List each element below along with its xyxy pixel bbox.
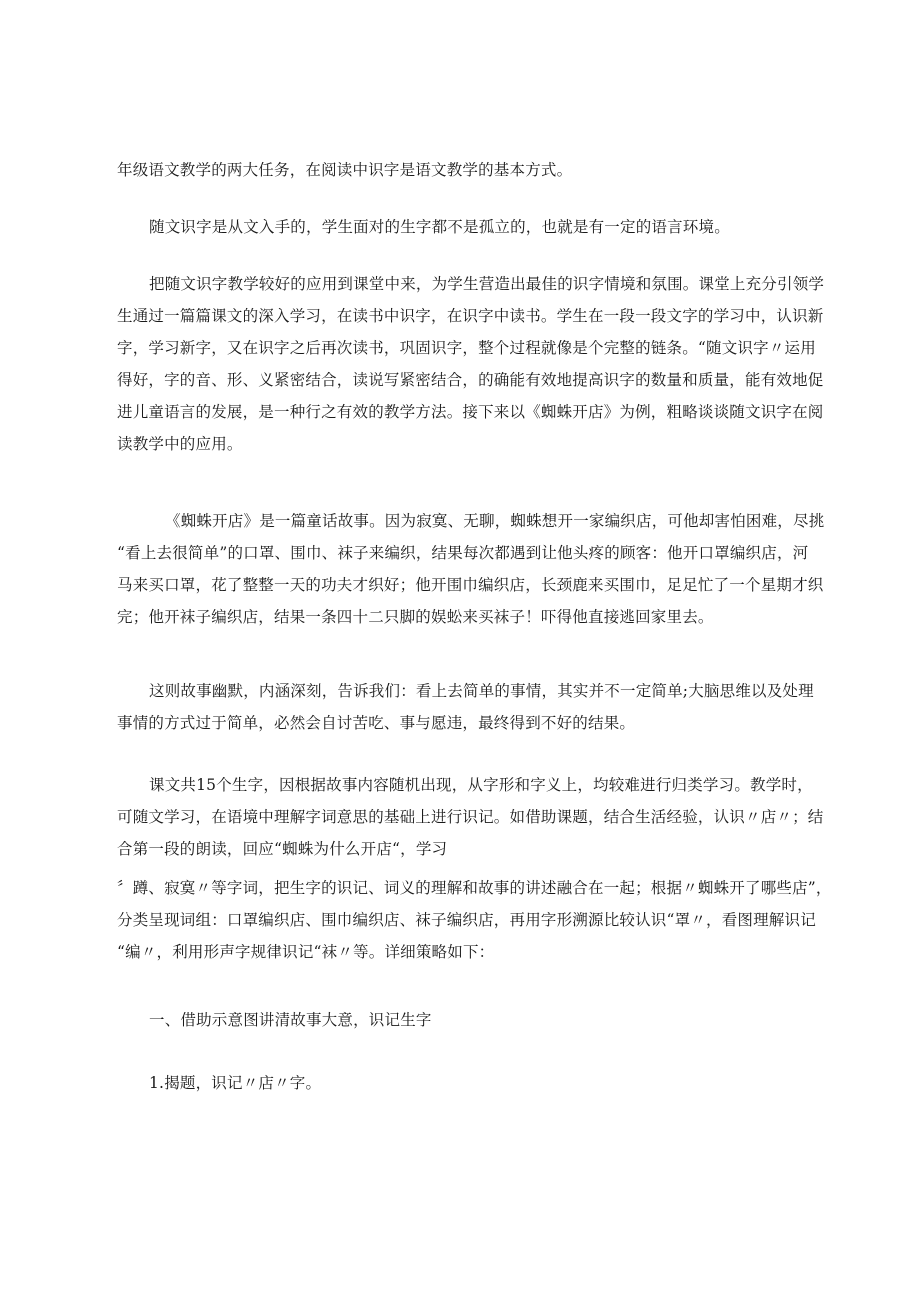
paragraph-1: [117, 154, 807, 186]
text-line: 可随文学习，在语境中理解字词意思的基础上进行识记。如借助课题，结合生活经验，认识〃店〃；结: [117, 808, 824, 826]
paragraph-6: [117, 769, 824, 865]
text-line: 进儿童语言的发展，是一种行之有效的教学方法。接下来以《蜘蛛开店》为例，粗略谈谈随文识字在阅: [117, 403, 824, 421]
text-line: 完；他开袜子编织店，结果一条四十二只脚的娱蚣来买袜子！吓得他直接逃回家里去。: [117, 608, 714, 626]
text-line: 这则故事幽默，内涵深刻，告诉我们：看上去简单的事情，其实并不一定简单;大脑思维以及处理: [149, 682, 814, 700]
text-line: 《蜘蛛开店》是一篇童话故事。因为寂寞、无聊，蜘蛛想开一家编织店，可他却害怕困难，尽挑: [165, 512, 825, 530]
text-line: 课文共15个生字，因根据故事内容随机出现，从字形和字义上，均较难进行归类学习。教学时，: [149, 776, 813, 794]
text-line: 生通过一篇篇课文的深入学习，在读书中识字，在识字中读书。学生在一段一段文字的学习中，认识新: [117, 307, 824, 325]
text-line: “编〃，利用形声字规律识记“袜〃等。详细策略如下：: [117, 943, 495, 961]
text-line: 合第一段的朗读，回应“蜘蛛为什么开店“，学习: [117, 840, 448, 858]
text-line: 把随文识字教学较好的应用到课堂中来，为学生营造出最佳的识字情境和氛围。课堂上充分引领学: [149, 275, 825, 293]
text-line: 〞蹲、寂寞〃等字词，把生字的识记、词义的理解和故事的讲述融合在一起；根据〃蜘蛛开了哪些店”，: [117, 879, 832, 897]
text-line: “看上去很简单”的口罩、围巾、袜子来编织，结果每次都遇到让他头疼的顾客：他开口罩编织店，河: [117, 544, 809, 562]
text-line: 得好，字的音、形、义紧密结合，读说写紧密结合，的确能有效地提高识字的数量和质量，能有效地促: [117, 371, 824, 389]
paragraph-5: [117, 675, 814, 739]
paragraph-4: [117, 505, 825, 633]
text-line: 随文识字是从文入手的，学生面对的生字都不是孤立的，也就是有一定的语言环境。: [149, 218, 730, 236]
paragraph-7: [117, 872, 832, 968]
subsection-heading: [117, 1067, 807, 1099]
text-line: 分类呈现词组：口罩编织店、围巾编织店、袜子编织店，再用字形溯源比较认识“罩〃，看图理解识记: [117, 911, 816, 929]
text-line: 1.揭题，识记〃店〃字。: [149, 1074, 322, 1092]
text-line: 事情的方式过于简单，必然会自讨苦吃、事与愿违，最终得到不好的结果。: [117, 714, 636, 732]
paragraph-2: [117, 211, 807, 243]
paragraph-3: [117, 268, 825, 460]
section-heading: [117, 1004, 807, 1036]
text-line: 一、借助示意图讲清故事大意，识记生字: [149, 1011, 432, 1029]
text-line: 年级语文教学的两大任务，在阅读中识字是语文教学的基本方式。: [117, 161, 573, 179]
text-line: 字，学习新字，又在识字之后再次读书，巩固识字，整个过程就像是个完整的链条。“随文识字〃运用: [117, 339, 816, 357]
text-line: 读教学中的应用。: [117, 435, 243, 453]
text-line: 马来买口罩，花了整整一天的功夫才织好；他开围巾编织店，长颈鹿来买围巾，足足忙了一个星期才织: [117, 576, 824, 594]
